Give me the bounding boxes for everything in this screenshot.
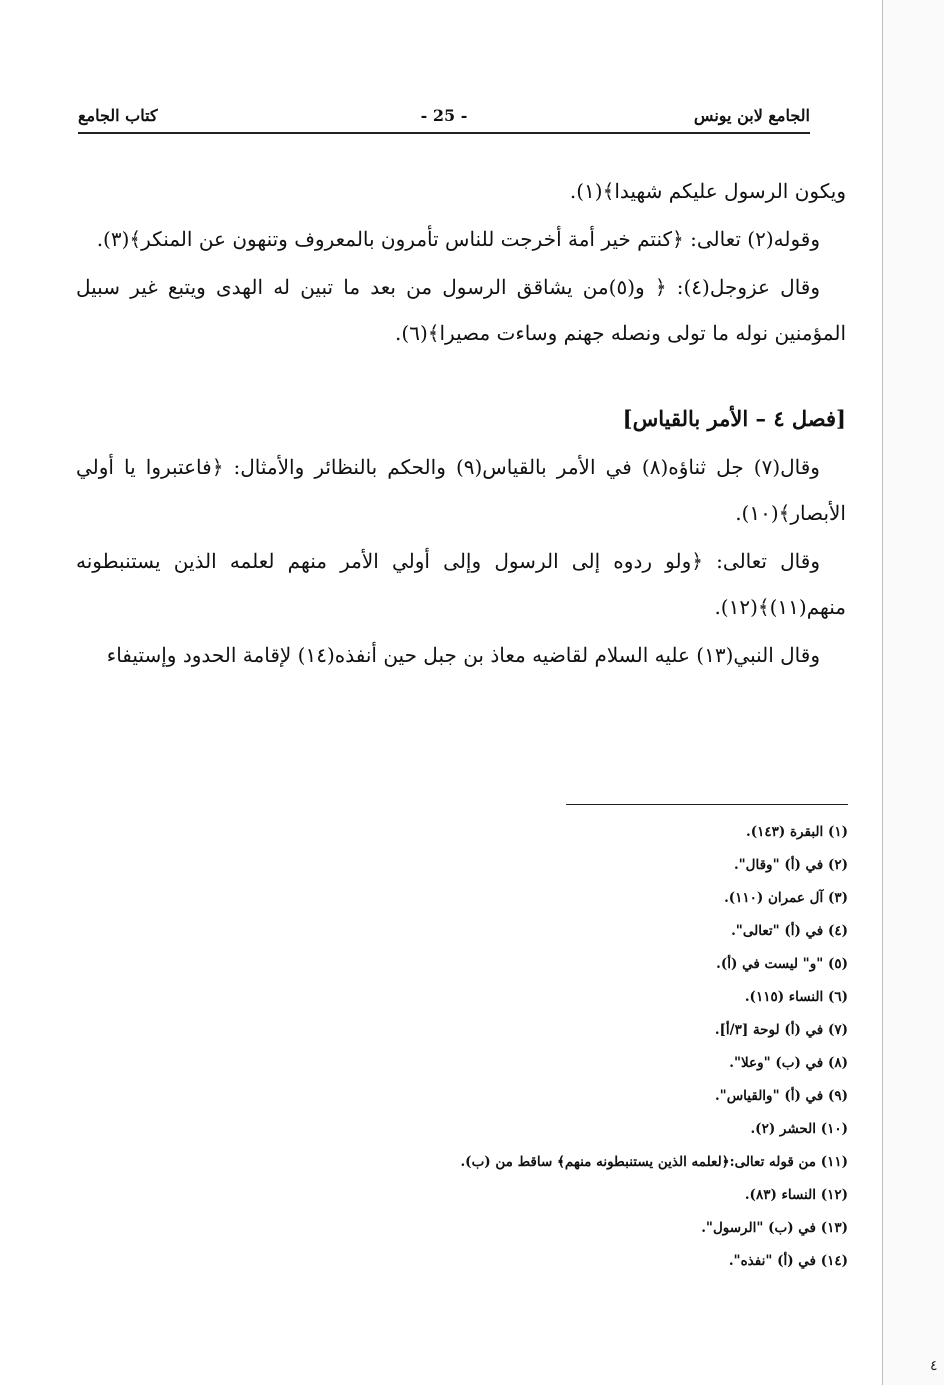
book-title: الجامع لابن يونس — [693, 106, 810, 125]
footnote: (٦) النساء (١١٥). — [744, 989, 848, 1005]
footnote: (٧) في (أ) لوحة [٣/أ]. — [714, 1022, 848, 1038]
footnote: (٤) في (أ) "تعالى". — [731, 923, 848, 939]
section-heading: [فصل ٤ – الأمر بالقياس] — [622, 406, 846, 431]
footnote: (٣) آل عمران (١١٠). — [724, 890, 848, 906]
paragraph: وقوله(٢) تعالى: ﴿كنتم خير أمة أخرجت للناس تأمرون بالمعروف وتنهون عن المنكر﴾(٣). — [96, 227, 820, 251]
footnote: (٩) في (أ) "والقياس". — [714, 1088, 848, 1104]
main-text — [76, 168, 846, 680]
footnote: (١٤) في (أ) "نفذه". — [728, 1253, 848, 1269]
footnote: (٨) في (ب) "وعلا". — [729, 1055, 848, 1071]
footnotes-list — [300, 816, 848, 1278]
footnote: (١٠) الحشر (٢). — [750, 1121, 848, 1137]
page-number: - 25 - — [420, 106, 468, 125]
corner-mark: ٤ — [930, 1358, 938, 1374]
page-edge — [882, 0, 883, 1385]
footnote: (١١) من قوله تعالى:﴿لعلمه الذين يستنبطونه منهم﴾ ساقط من (ب). — [460, 1154, 848, 1170]
paragraph: وقال تعالى: ﴿ولو ردوه إلى الرسول وإلى أولي الأمر منهم لعلمه الذين يستنبطونه منهم(١١)﴾(١٢). — [76, 549, 846, 619]
paragraph: وقال النبي(١٣) عليه السلام لقاضيه معاذ بن جبل حين أنفذه(١٤) لإقامة الحدود وإستيفاء — [106, 643, 820, 667]
scan-margin — [883, 0, 944, 1385]
footnote-rule — [566, 804, 848, 805]
footnote: (١) البقرة (١٤٣). — [746, 824, 848, 840]
header-rule — [78, 132, 810, 134]
paragraph: وقال(٧) جل ثناؤه(٨) في الأمر بالقياس(٩) والحكم بالنظائر والأمثال: ﴿فاعتبروا يا أولي الأبصار﴾(١٠). — [76, 455, 846, 525]
paragraph: ويكون الرسول عليكم شهيدا﴾(١). — [569, 179, 846, 203]
footnote: (٥) "و" ليست في (أ). — [716, 956, 848, 972]
page-header — [78, 104, 810, 132]
paragraph: وقال عزوجل(٤): ﴿ و(٥)من يشاقق الرسول من بعد ما تبين له الهدى ويتبع غير سبيل المؤمنين نوله ما تولى ونصله جهنم وساءت مصيرا﴾(٦). — [76, 275, 846, 345]
footnote: (١٣) في (ب) "الرسول". — [701, 1220, 848, 1236]
footnote: (٢) في (أ) "وقال". — [733, 857, 848, 873]
footnote: (١٢) النساء (٨٣). — [744, 1187, 848, 1203]
chapter-title: كتاب الجامع — [78, 106, 158, 125]
